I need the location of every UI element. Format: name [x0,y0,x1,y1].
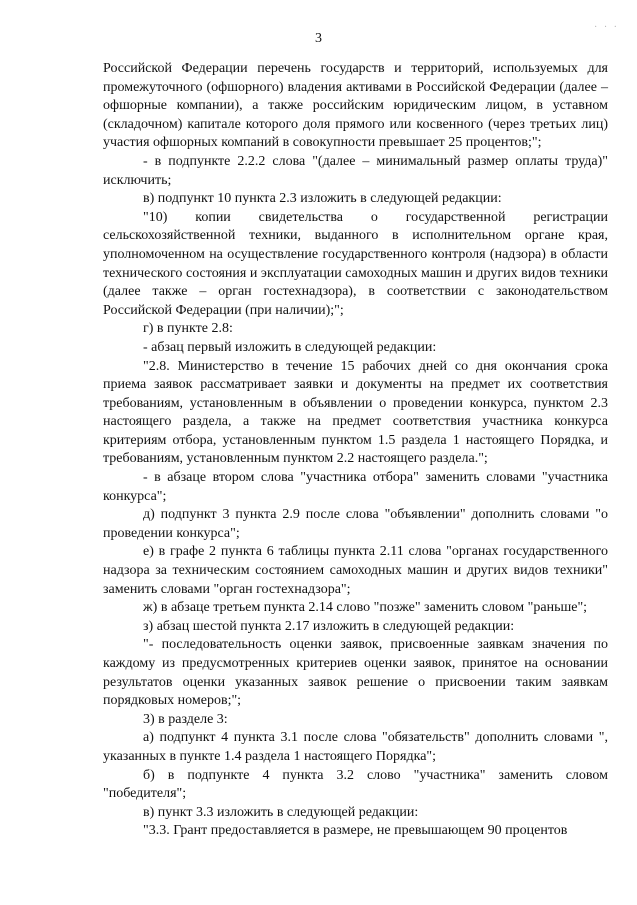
paragraph-15: а) подпункт 4 пункта 3.1 после слова "обязательств" дополнить словами ", указанных в пункте 1.4 раздела 1 настоящего Порядка"; [103,730,608,764]
paragraph-18: "3.3. Грант предоставляется в размере, не превышающем 90 процентов [143,823,568,839]
paragraph-1: Российской Федерации перечень государств и территорий, используемых для промежуточного (офшорного) владения активами в Российской Федерации (далее – офшорные компании), а также российским юридическим лицом, в уставном (складочном) капитале которого доля прямого или косвенного (через третьих лиц) участия офшорных компаний в совокупности превышает 25 процентов;"; [103,61,608,151]
paragraph-10: е) в графе 2 пункта 6 таблицы пункта 2.11 слова "органах государственного надзора за техническим состоянием самоходных машин и других видов техники" заменить словами "орган гостехнадзора"; [103,544,608,597]
paragraph-4: "10) копии свидетельства о государственной регистрации сельскохозяйственной техники, выданного в исполнительном органе края, уполномоченном на осуществление государственного контроля (надзора) в области технического состояния и эксплуатации самоходных машин и других видов техники (далее также – орган гостехнадзора), в соответствии с законодательством Российской Федерации (при наличии);"; [103,209,608,318]
page-number: 3 [315,31,322,46]
paragraph-12: з) абзац шестой пункта 2.17 изложить в следующей редакции: [143,618,515,634]
paragraph-13: "- последовательность оценки заявок, присвоенные заявкам значения по каждому из предусмотренных критериев оценки заявок, принятое на основании результатов оценки указанных заявок решение о присвоении таким заявкам порядковых номеров;"; [103,637,608,709]
paragraph-17: в) пункт 3.3 изложить в следующей редакции: [143,804,419,820]
paragraph-5: г) в пункте 2.8: [143,321,233,337]
paragraph-11: ж) в абзаце третьем пункта 2.14 слово "позже" заменить словом "раньше"; [143,600,588,616]
paragraph-2: - в подпункте 2.2.2 слова "(далее – минимальный размер оплаты труда)" исключить; [103,153,608,188]
paragraph-9: д) подпункт 3 пункта 2.9 после слова "объявлении" дополнить словами "о проведении конкурса"; [103,507,608,541]
paragraph-7: "2.8. Министерство в течение 15 рабочих дней со дня окончания срока приема заявок рассматривает заявки и документы на предмет их соответствия требованиям, установленным в объявлении о проведении конкурса, пунктом 2.3 настоящего раздела, а также на предмет соответствия участника конкурса критериям отбора, установленным пунктом 1.5 раздела 1 настоящего Порядка, и требованиям, установленным пунктом 2.2 настоящего раздела."; [103,358,608,467]
paragraph-14: 3) в разделе 3: [143,711,228,727]
paragraph-16: б) в подпункте 4 пункта 3.2 слово "участника" заменить словом "победителя"; [103,767,608,802]
body-text [103,60,608,841]
paragraph-3: в) подпункт 10 пункта 2.3 изложить в следующей редакции: [143,191,502,207]
scan-corner-mark: · · · [594,22,619,33]
paragraph-6: - абзац первый изложить в следующей редакции: [143,339,437,355]
paragraph-8: - в абзаце втором слова "участника отбора" заменить словами "участника конкурса"; [103,470,608,504]
